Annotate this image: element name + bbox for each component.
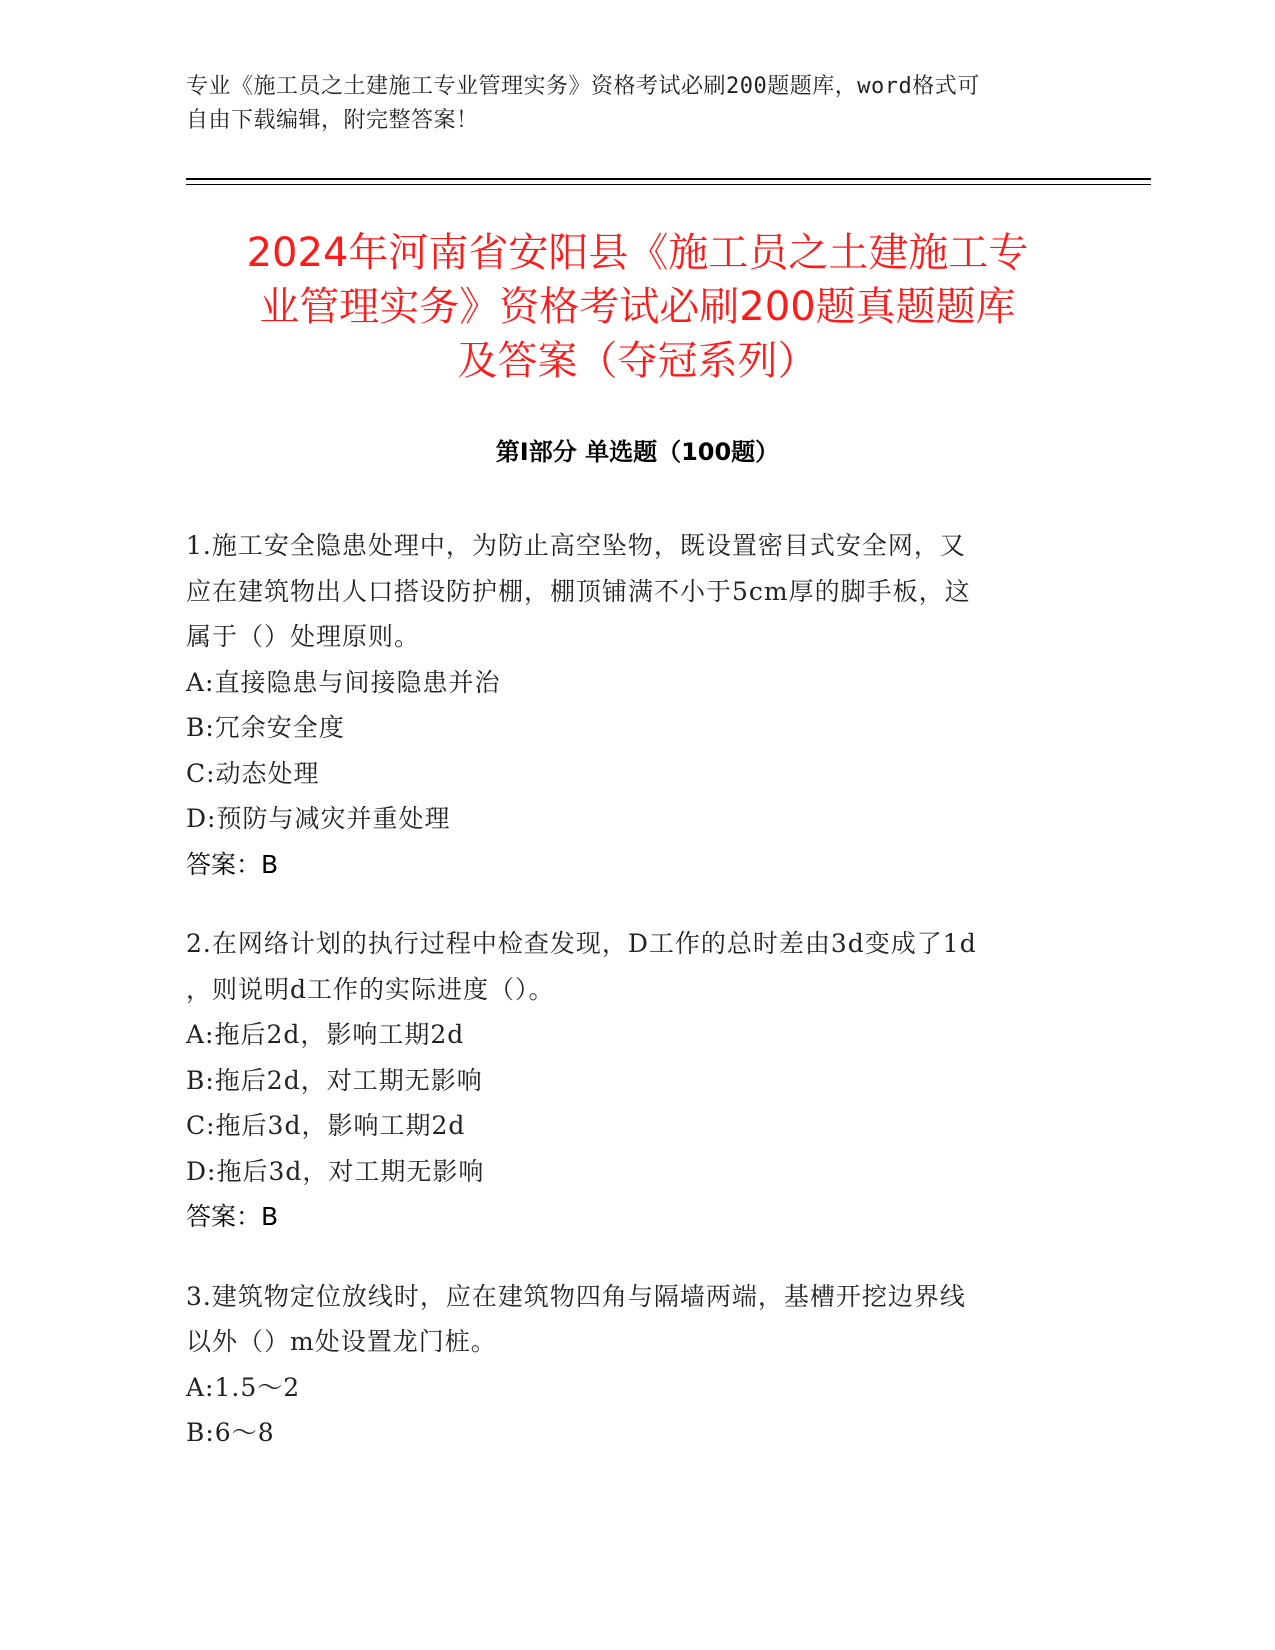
option-c: C:拖后3d，影响工期2d — [186, 1111, 466, 1140]
question-stem — [186, 523, 1066, 660]
header-note-line1: 专业《施工员之土建施工专业管理实务》资格考试必刷200题题库，word格式可 — [186, 74, 980, 99]
question-stem-line: 应在建筑物出人口搭设防护棚，棚顶铺满不小于5cm厚的脚手板，这 — [186, 576, 971, 606]
question-stem-line: 3.建筑物定位放线时，应在建筑物四角与隔墙两端，基槽开挖边界线 — [186, 1281, 966, 1311]
answer-line: 答案：B — [186, 1202, 279, 1231]
document-title-line1: 2024年河南省安阳县《施工员之土建施工专 — [246, 230, 1029, 276]
document-title-line3: 及答案（夺冠系列） — [457, 338, 818, 384]
question-stem — [186, 921, 1066, 1012]
header-divider-thin — [186, 184, 1151, 185]
header-note-line2: 自由下载编辑，附完整答案！ — [186, 108, 479, 133]
option-b: B:拖后2d，对工期无影响 — [186, 1065, 483, 1095]
question-2 — [186, 921, 1066, 1240]
question-stem-line: 属于（）处理原则。 — [186, 622, 421, 651]
option-d: D:预防与减灾并重处理 — [186, 804, 451, 833]
option-b: B:6～8 — [186, 1418, 275, 1447]
answer-line: 答案：B — [186, 849, 279, 879]
document-title-line2: 业管理实务》资格考试必刷200题真题题库 — [259, 284, 1016, 330]
question-stem-line: 2.在网络计划的执行过程中检查发现，D工作的总时差由3d变成了1d — [186, 929, 977, 958]
question-stem-line: 以外（）m处设置龙门桩。 — [186, 1327, 497, 1356]
option-a: A:直接隐患与间接隐患并治 — [186, 667, 501, 697]
option-d: D:拖后3d，对工期无影响 — [186, 1156, 485, 1186]
option-b: B:冗余安全度 — [186, 713, 345, 742]
header-divider-thick — [186, 178, 1151, 180]
option-c: C:动态处理 — [186, 758, 320, 788]
question-stem — [186, 1274, 1066, 1365]
document-title — [160, 226, 1115, 388]
question-list — [186, 523, 1066, 1490]
question-1 — [186, 523, 1066, 887]
option-a: A:拖后2d，影响工期2d — [186, 1020, 465, 1049]
option-a: A:1.5～2 — [186, 1372, 301, 1402]
question-stem-line: 1.施工安全隐患处理中，为防止高空坠物，既设置密目式安全网，又 — [186, 531, 966, 560]
question-3 — [186, 1274, 1066, 1456]
section-title: 第Ⅰ部分 单选题（100题） — [495, 438, 780, 466]
question-stem-line: ，则说明d工作的实际进度（）。 — [186, 974, 555, 1004]
header-note — [186, 70, 1066, 138]
